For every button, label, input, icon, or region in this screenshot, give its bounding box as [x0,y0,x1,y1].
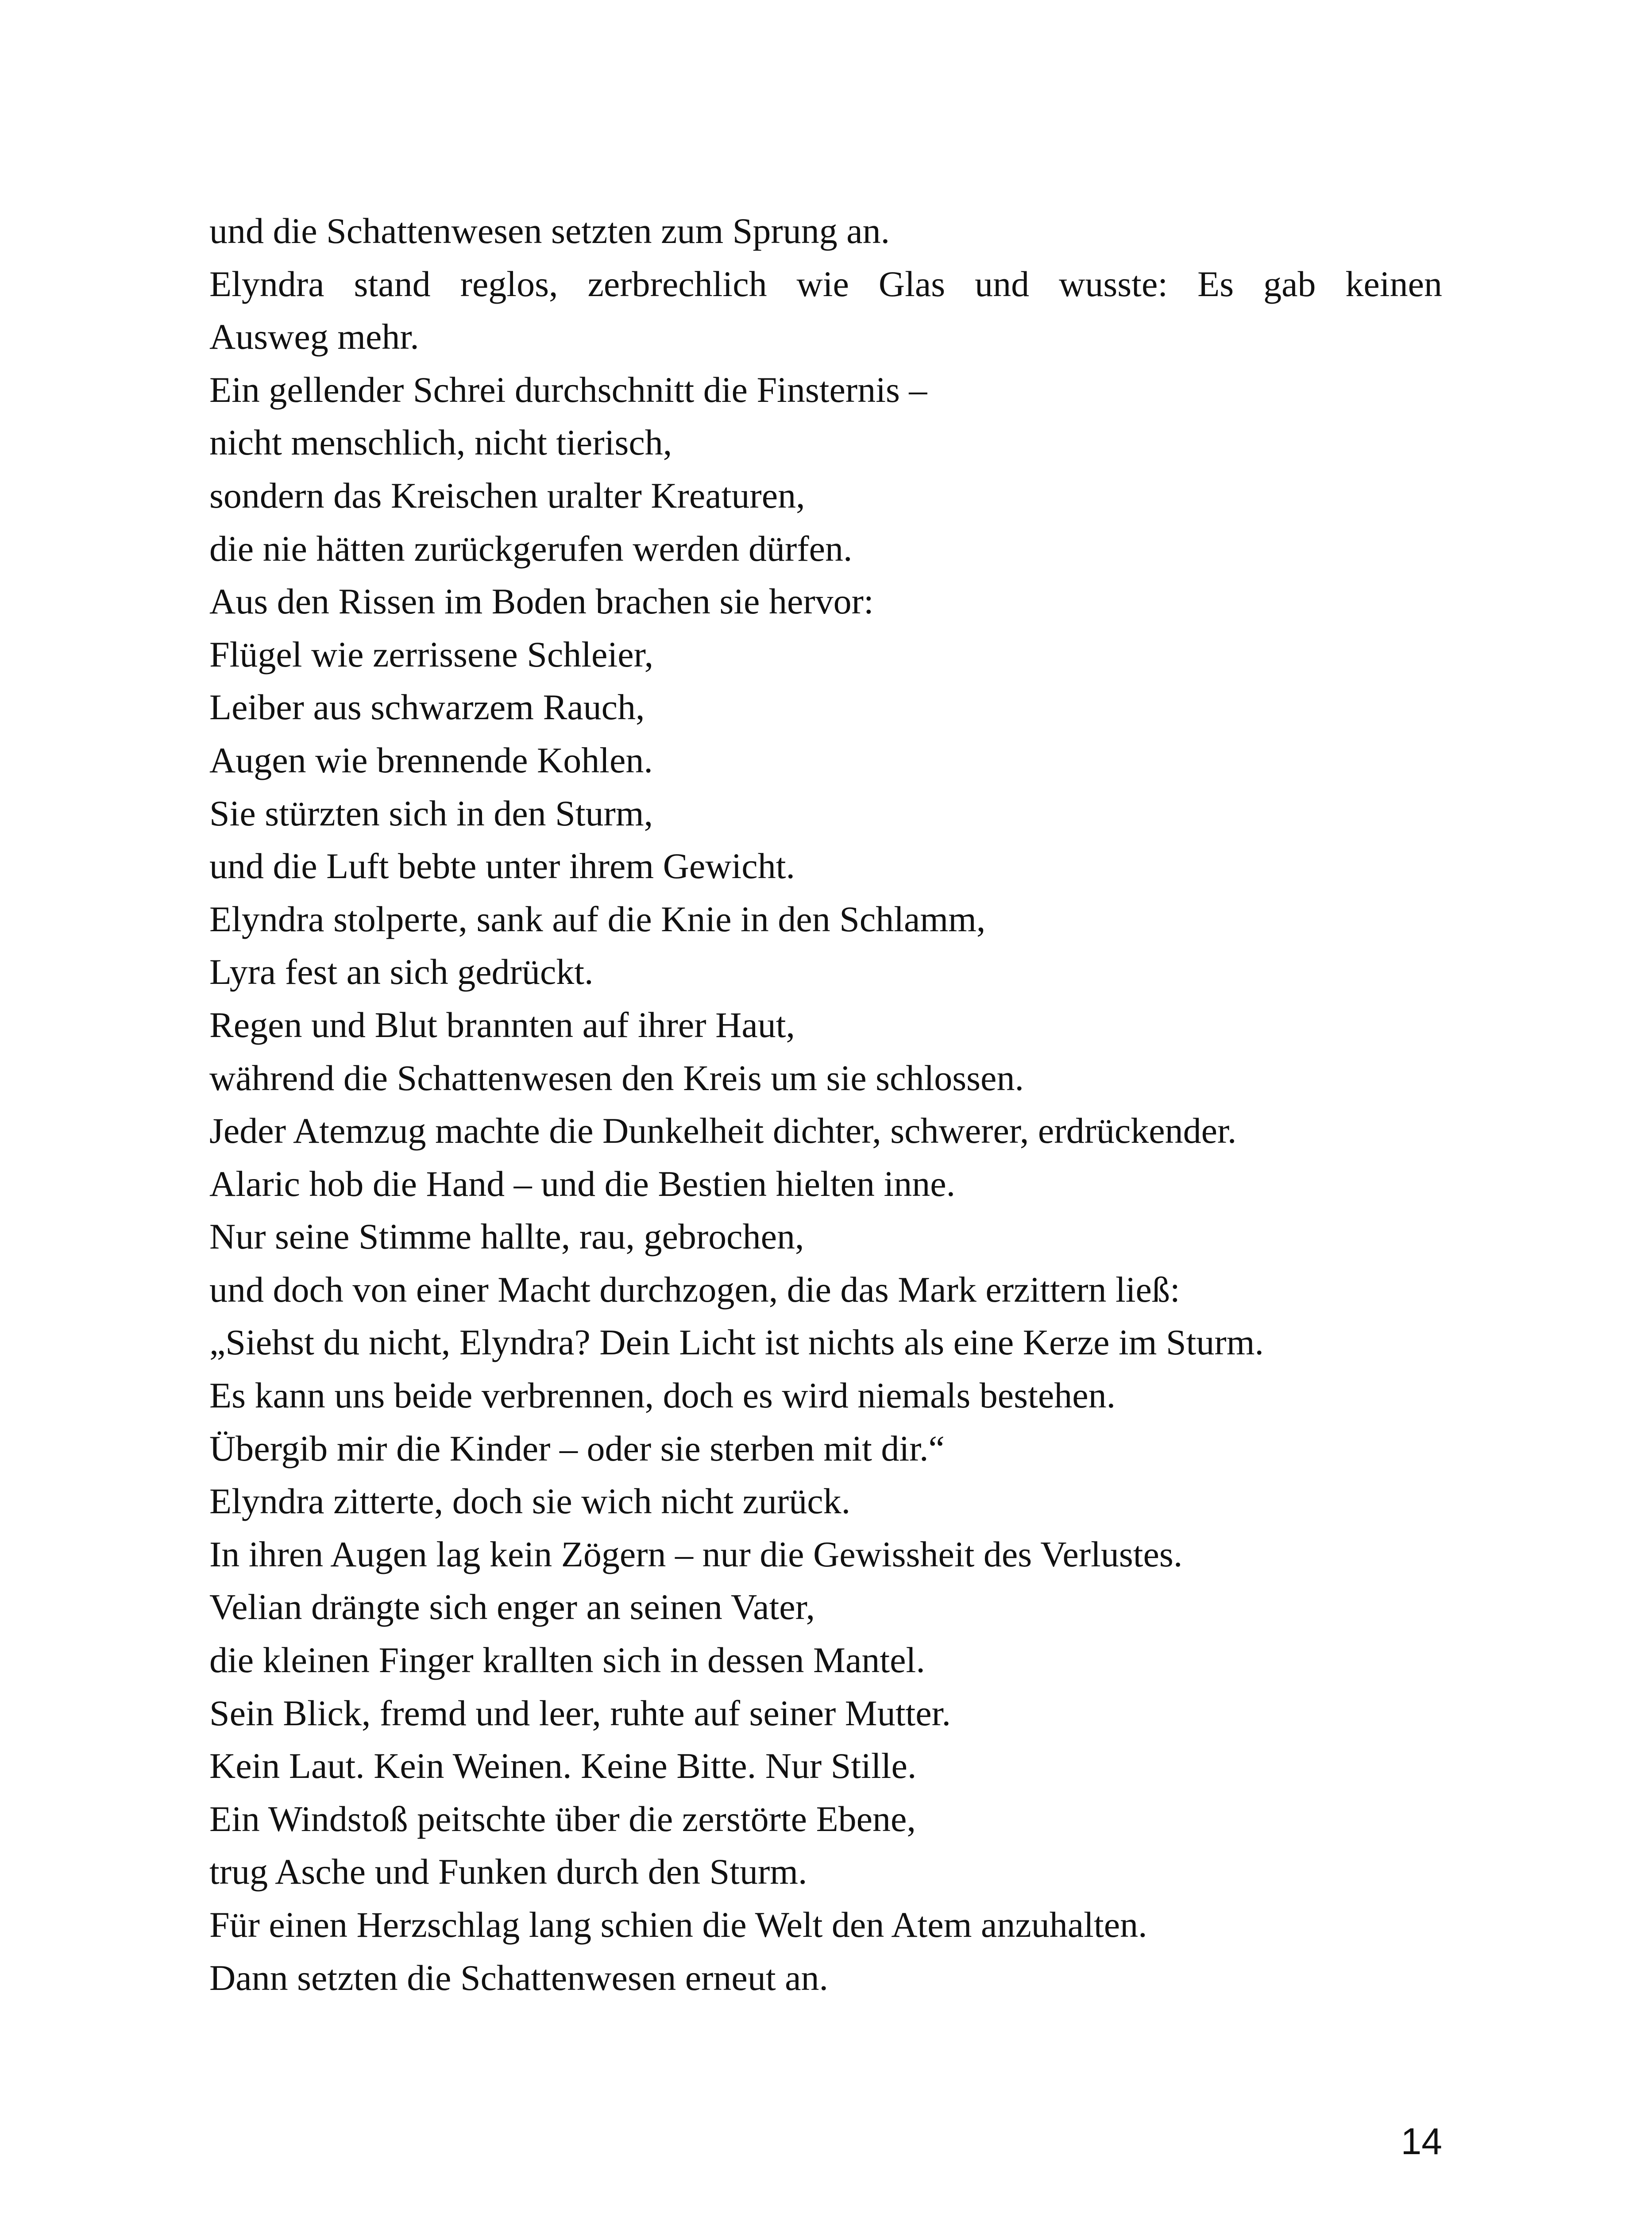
text-line: Velian drängte sich enger an seinen Vater, [209,1587,815,1627]
text-line: Aus den Rissen im Boden brachen sie hervor: [209,581,874,622]
text-line: Für einen Herzschlag lang schien die Welt den Atem anzuhalten. [209,1905,1147,1945]
text-line: und die Schattenwesen setzten zum Sprung an. [209,211,890,251]
text-line: und doch von einer Macht durchzogen, die das Mark erzittern ließ: [209,1269,1180,1310]
text-line: trug Asche und Funken durch den Sturm. [209,1851,807,1892]
text-line: Übergib mir die Kinder – oder sie sterben mit dir.“ [209,1428,945,1469]
text-line: Regen und Blut brannten auf ihrer Haut, [209,1004,795,1045]
text-line: Lyra fest an sich gedrückt. [209,952,594,992]
text-line: Elyndra zitterte, doch sie wich nicht zurück. [209,1481,851,1522]
text-line: Dann setzten die Schattenwesen erneut an. [209,1957,829,1998]
text-line: Jeder Atemzug machte die Dunkelheit dichter, schwerer, erdrückender. [209,1110,1237,1151]
text-line: Sie stürzten sich in den Sturm, [209,793,653,833]
text-line: Elyndra stolperte, sank auf die Knie in den Schlamm, [209,898,986,939]
text-line: Flügel wie zerrissene Schleier, [209,634,654,675]
text-line: Augen wie brennende Kohlen. [209,740,653,780]
text-line: Ein Windstoß peitschte über die zerstörte Ebene, [209,1798,916,1839]
text-line: Es kann uns beide verbrennen, doch es wird niemals bestehen. [209,1375,1116,1416]
text-line: die nie hätten zurückgerufen werden dürfen. [209,528,853,569]
text-line: die kleinen Finger krallten sich in dessen Mantel. [209,1640,925,1681]
text-line: und die Luft bebte unter ihrem Gewicht. [209,846,795,887]
text-line: In ihren Augen lag kein Zögern – nur die Gewissheit des Verlustes. [209,1534,1183,1574]
text-line: Leiber aus schwarzem Rauch, [209,687,645,728]
text-line: Ein gellender Schrei durchschnitt die Finsternis – [209,369,927,410]
text-line: Kein Laut. Kein Weinen. Keine Bitte. Nur Stille. [209,1746,917,1786]
page-text [209,204,1442,2004]
text-line: Elyndra stand reglos, zerbrechlich wie Glas und wusste: Es gab keinen [209,263,1442,304]
text-line: Nur seine Stimme hallte, rau, gebrochen, [209,1216,804,1257]
text-line: sondern das Kreischen uralter Kreaturen, [209,475,805,516]
text-line: Ausweg mehr. [209,316,419,357]
text-line: während die Schattenwesen den Kreis um sie schlossen. [209,1057,1024,1098]
text-line: „Siehst du nicht, Elyndra? Dein Licht ist nichts als eine Kerze im Sturm. [209,1322,1264,1363]
text-line: Sein Blick, fremd und leer, ruhte auf seiner Mutter. [209,1693,951,1733]
page-number: 14 [1401,2120,1442,2162]
text-line: Alaric hob die Hand – und die Bestien hielten inne. [209,1163,956,1204]
text-line: nicht menschlich, nicht tierisch, [209,422,672,463]
